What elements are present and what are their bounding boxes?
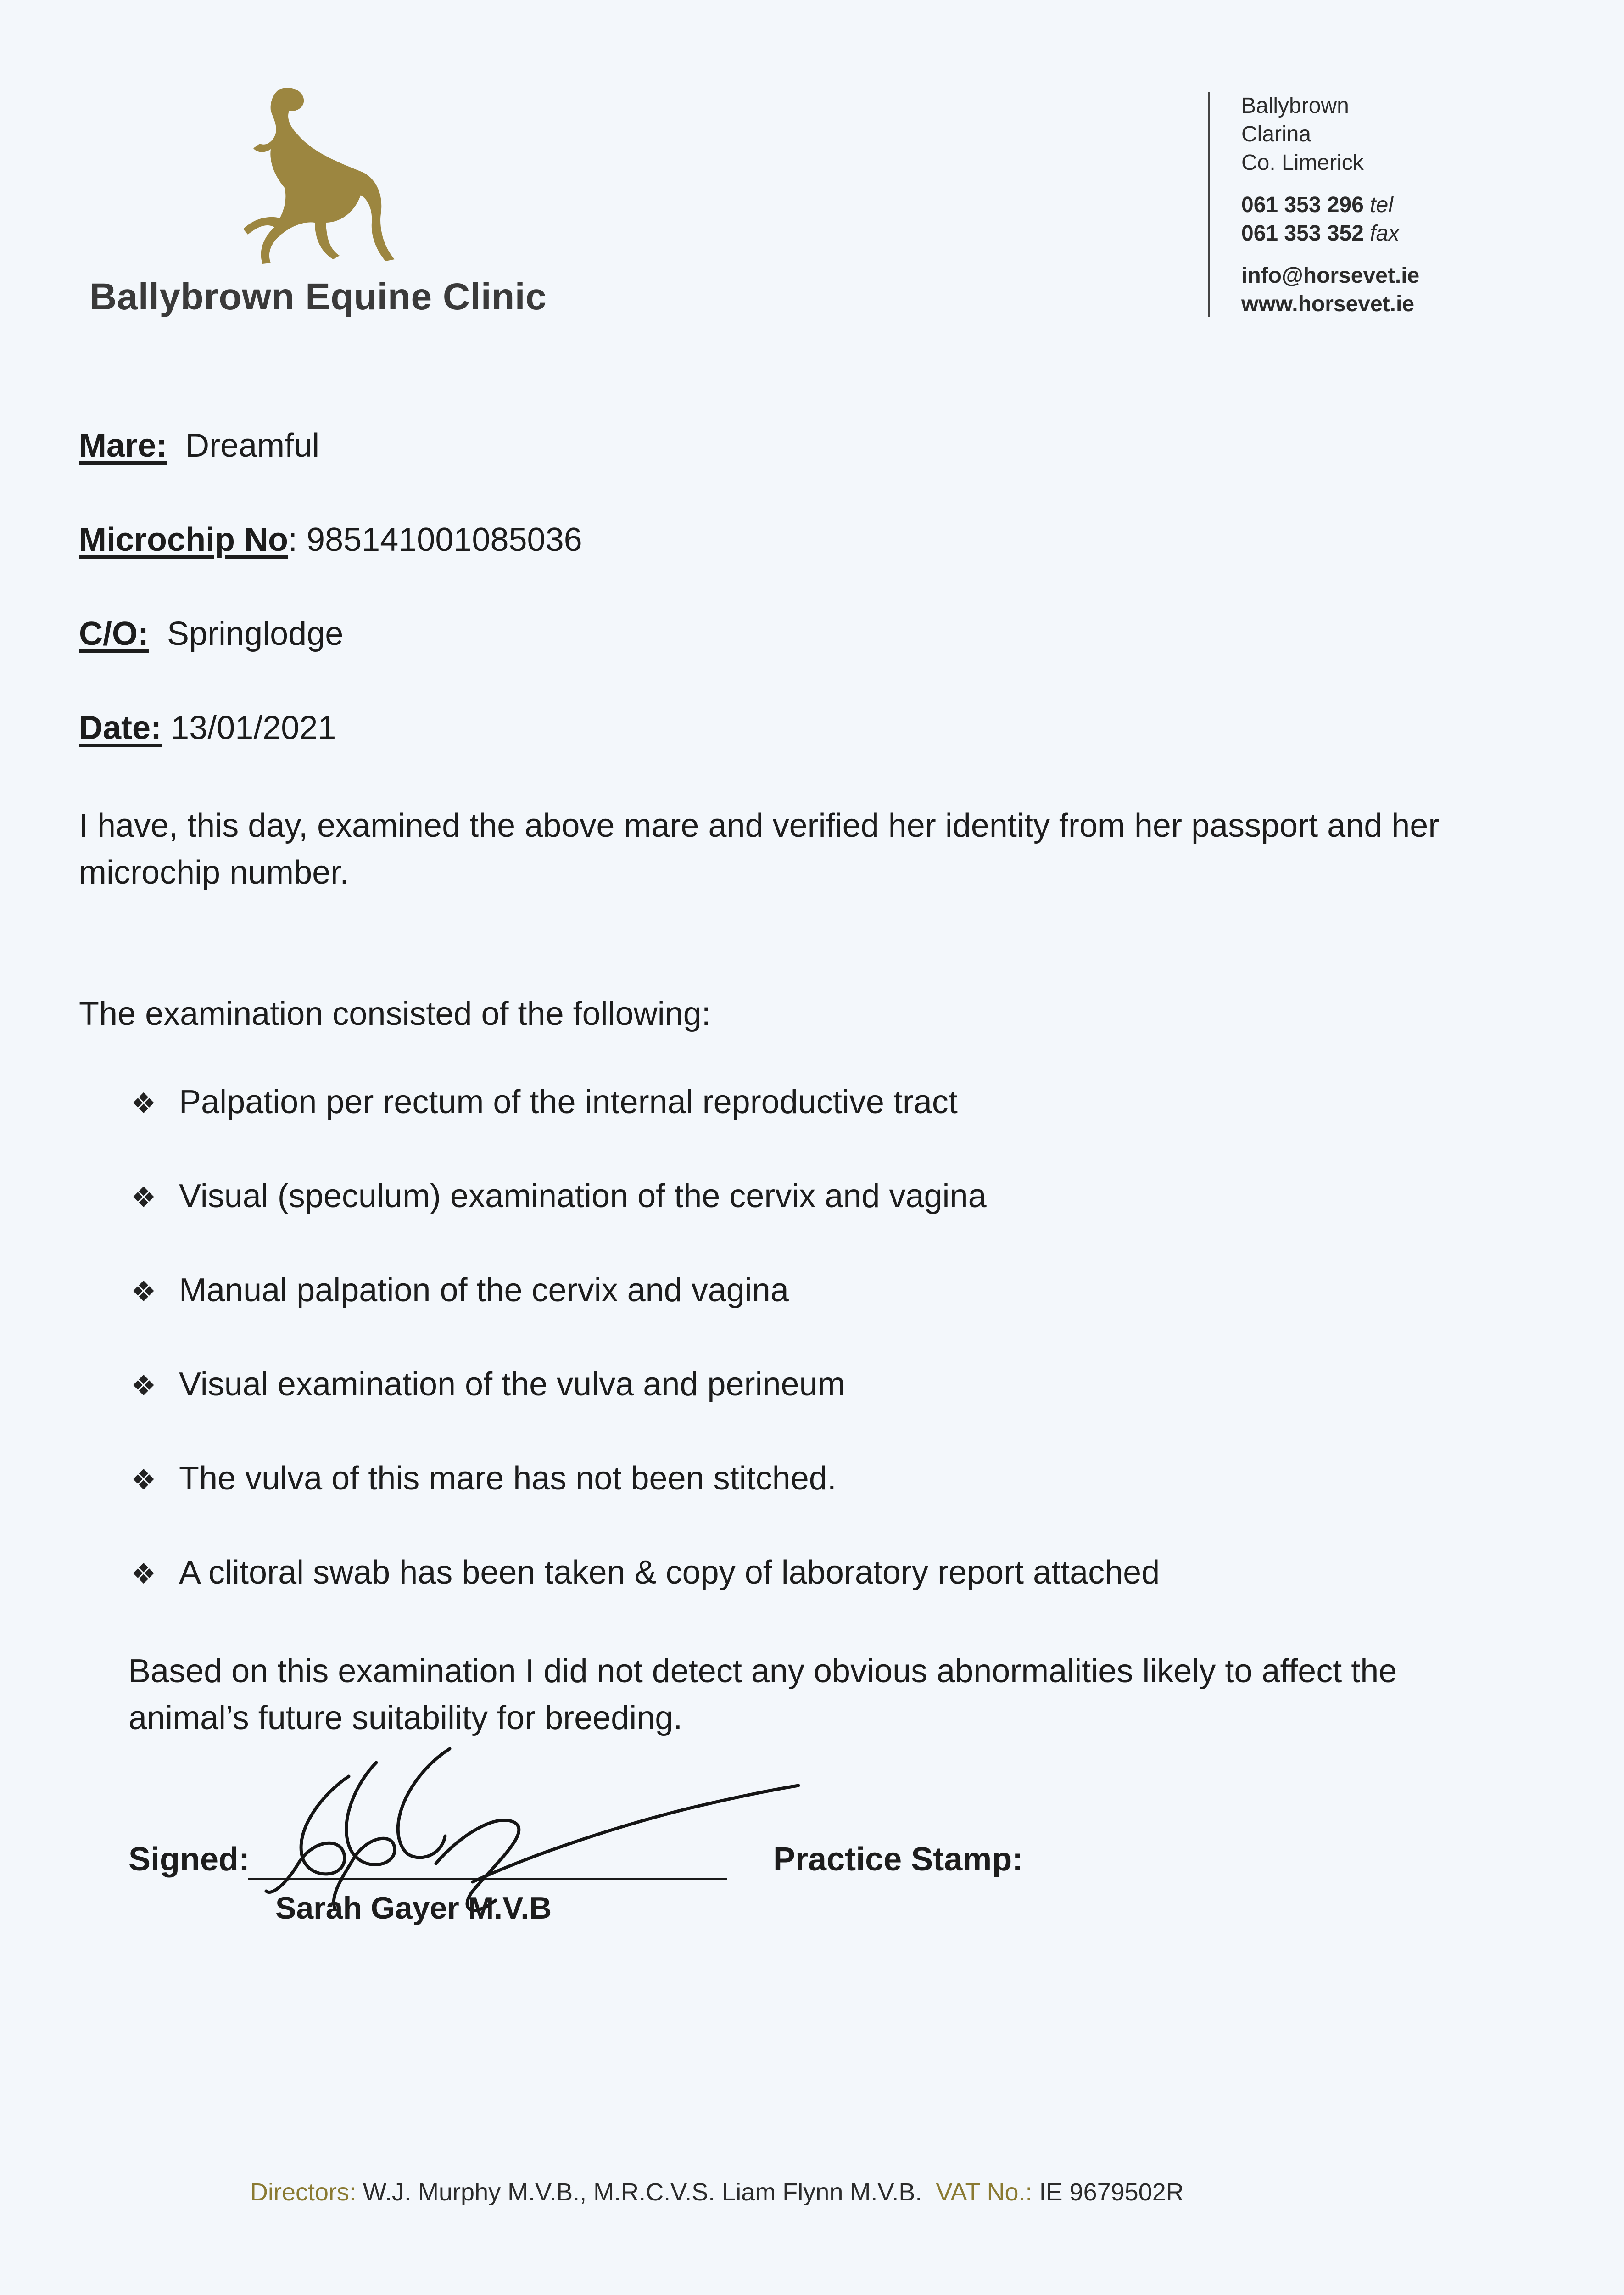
fax-number: 061 353 352: [1241, 221, 1364, 246]
phone-suffix: tel: [1370, 193, 1393, 217]
signed-label: Signed:: [128, 1841, 250, 1878]
phone-number: 061 353 296: [1241, 193, 1364, 217]
horse-logo-icon: [225, 85, 399, 269]
date-field: [79, 709, 336, 747]
address-line-2: Clarina: [1241, 122, 1311, 146]
fax-suffix: fax: [1370, 221, 1400, 246]
diamond-bullet-icon: ❖: [131, 1558, 156, 1590]
mare-value: Dreamful: [185, 427, 320, 464]
contact-divider: [1208, 92, 1210, 317]
website-link[interactable]: www.horsevet.ie: [1241, 292, 1415, 316]
list-item: ❖ Palpation per rectum of the internal reproductive tract: [131, 1084, 958, 1120]
co-field: [79, 615, 343, 653]
vat-number: IE 9679502R: [1039, 2178, 1184, 2206]
email-link[interactable]: info@horsevet.ie: [1241, 263, 1420, 288]
co-value: Springlodge: [167, 616, 344, 652]
vat-label: VAT No.:: [936, 2178, 1032, 2206]
identity-statement: I have, this day, examined the above mare and verified her identity from her passport and her microchip number.: [79, 807, 1440, 891]
address-line-3: Co. Limerick: [1241, 151, 1364, 175]
diamond-bullet-icon: ❖: [131, 1088, 156, 1120]
list-item: ❖ A clitoral swab has been taken & copy of laboratory report attached: [131, 1554, 1160, 1591]
practice-stamp-label: Practice Stamp:: [773, 1841, 1023, 1878]
directors-names: W.J. Murphy M.V.B., M.R.C.V.S. Liam Flynn M.V.B.: [363, 2178, 922, 2206]
directors-label: Directors:: [250, 2178, 357, 2206]
conclusion: Based on this examination I did not detect any obvious abnormalities likely to affect the animal’s future suitability for breeding.: [128, 1653, 1397, 1736]
list-item: ❖ Manual palpation of the cervix and vagina: [131, 1272, 789, 1309]
mare-field: [79, 427, 319, 465]
list-item: ❖ Visual (speculum) examination of the cervix and vagina: [131, 1178, 987, 1215]
list-item: ❖ Visual examination of the vulva and perineum: [131, 1366, 845, 1403]
exam-intro: The examination consisted of the following:: [79, 996, 711, 1032]
phone-line: [1241, 191, 1419, 219]
contact-block: [1241, 92, 1419, 319]
address-line-1: Ballybrown: [1241, 94, 1349, 118]
fax-line: [1241, 219, 1419, 248]
microchip-field: [79, 521, 582, 559]
diamond-bullet-icon: ❖: [131, 1276, 156, 1308]
footer: [250, 2178, 1184, 2206]
diamond-bullet-icon: ❖: [131, 1464, 156, 1496]
date-label: Date:: [79, 710, 162, 746]
co-label: C/O:: [79, 616, 149, 652]
microchip-label: Microchip No: [79, 521, 289, 558]
date-value: 13/01/2021: [171, 710, 336, 746]
signer-name: Sarah Gayer M.V.B: [275, 1891, 552, 1926]
diamond-bullet-icon: ❖: [131, 1182, 156, 1214]
list-item: ❖ The vulva of this mare has not been stitched.: [131, 1460, 837, 1497]
diamond-bullet-icon: ❖: [131, 1370, 156, 1402]
microchip-value: : 985141001085036: [288, 521, 582, 558]
clinic-name: Ballybrown Equine Clinic: [89, 276, 547, 318]
mare-label: Mare:: [79, 427, 167, 464]
